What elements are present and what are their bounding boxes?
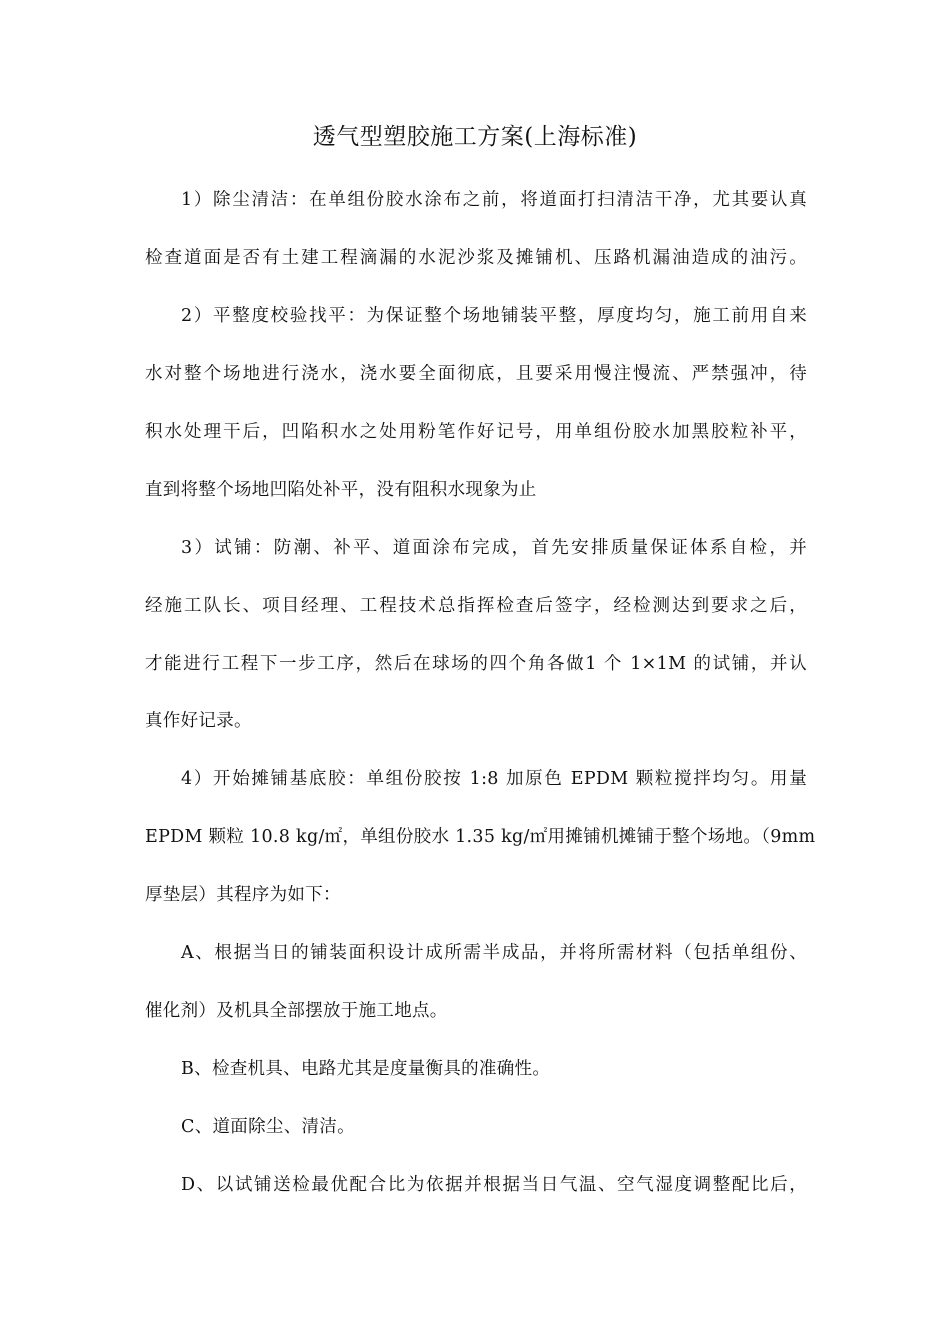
text-line: 检查道面是否有土建工程滴漏的水泥沙浆及摊铺机、压路机漏油造成的油污。	[145, 248, 807, 268]
text-line: 3）试铺：防潮、补平、道面涂布完成，首先安排质量保证体系自检，并	[181, 538, 807, 558]
text-line: 1）除尘清洁：在单组份胶水涂布之前，将道面打扫清洁干净，尤其要认真	[181, 190, 807, 210]
text-line: 催化剂）及机具全部摆放于施工地点。	[145, 1001, 448, 1021]
text-line: D、以试铺送检最优配合比为依据并根据当日气温、空气湿度调整配比后，	[181, 1175, 807, 1195]
text-line: A、根据当日的铺装面积设计成所需半成品，并将所需材料（包括单组份、	[181, 943, 807, 963]
text-line: 直到将整个场地凹陷处补平，没有阻积水现象为止	[145, 480, 537, 500]
text-line: 4）开始摊铺基底胶：单组份胶按 1:8 加原色 EPDM 颗粒搅拌均匀。用量	[181, 769, 807, 789]
document-title: 透气型塑胶施工方案(上海标准)	[312, 124, 638, 150]
text-line: 积水处理干后，凹陷积水之处用粉笔作好记号，用单组份胶水加黑胶粒补平，	[145, 422, 807, 442]
text-line: C、道面除尘、清洁。	[181, 1117, 355, 1137]
text-line: B、检查机具、电路尤其是度量衡具的准确性。	[181, 1059, 551, 1079]
text-line: 厚垫层）其程序为如下：	[145, 885, 341, 905]
text-line: EPDM 颗粒 10.8 kg/㎡，单组份胶水 1.35 kg/㎡用摊铺机摊铺于整个场地。（9mm	[145, 827, 816, 847]
text-line: 2）平整度校验找平：为保证整个场地铺装平整，厚度均匀，施工前用自来	[181, 306, 807, 326]
text-line: 水对整个场地进行浇水，浇水要全面彻底，且要采用慢注慢流、严禁强冲，待	[145, 364, 807, 384]
text-line: 经施工队长、项目经理、工程技术总指挥检查后签字，经检测达到要求之后，	[145, 596, 807, 616]
text-line: 真作好记录。	[145, 711, 252, 731]
text-line: 才能进行工程下一步工序，然后在球场的四个角各做1 个 1×1M 的试铺，并认	[145, 654, 807, 674]
